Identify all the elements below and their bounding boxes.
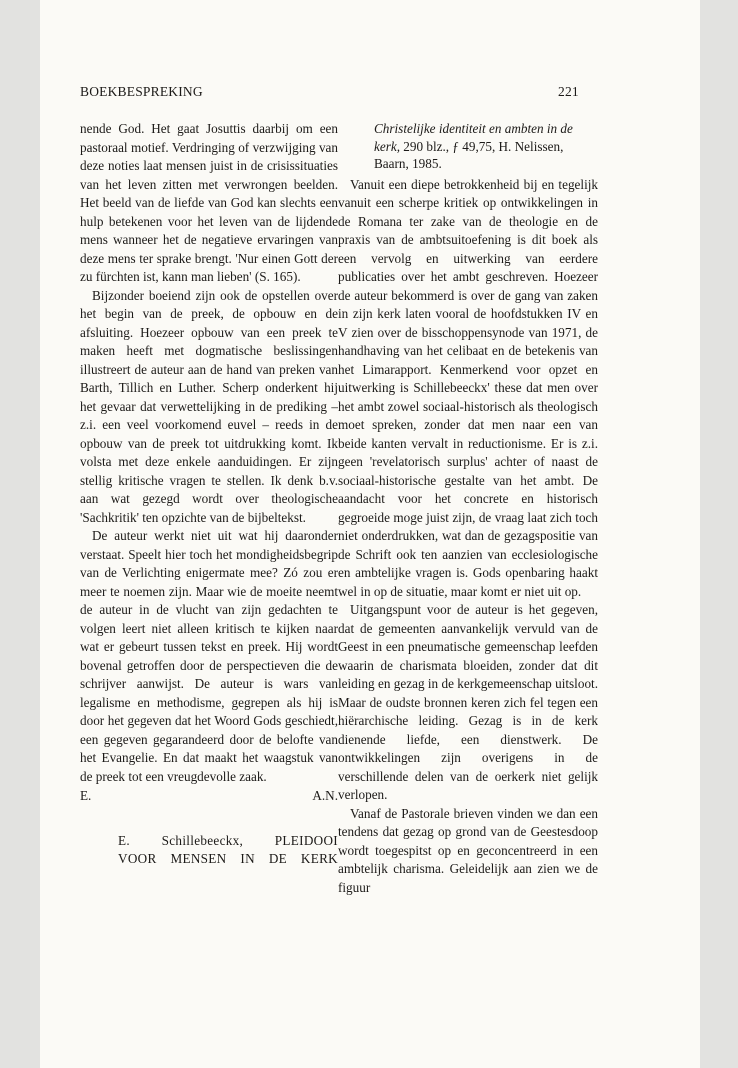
paragraph: Vanaf de Pastorale brieven vinden we dan een tendens dat gezag op grond van de Geestesdoop wordt toegespitst op en geconcentreerd in een ambtelijk charisma. Geleidelijk aan zien we de figuur [338, 805, 598, 895]
left-column [80, 120, 338, 869]
signature-line [80, 787, 338, 806]
running-header: BOEKBESPREKING [80, 84, 203, 99]
book-details: 290 blz., ƒ 49,75, H. Nelissen, Baarn, 1985. [374, 138, 564, 171]
review-heading-line: E. Schillebeeckx, PLEIDOOI [118, 832, 338, 848]
review-heading [80, 832, 338, 869]
paragraph: Uitgangspunt voor de auteur is het gegeven, dat de gemeenten aanvankelijk vervuld van de Geest in een pneumatische gemeenschap leefden waarin de charismata bloeiden, zonder dat dit leiding en gezag in de kerkgemeenschap uitsloot. Maar de oudste bronnen keren zich fel tegen een hiërarchische leiding. Gezag is in de kerk dienende liefde, een dienstwerk. De ontwikkelingen zijn overigens in de verschillende delen van de oerkerk niet gelijk verlopen. [338, 602, 598, 802]
signature-initial: E. [80, 788, 92, 803]
book-title: Christelijke identiteit en ambten in de kerk, [374, 121, 573, 154]
right-column [338, 120, 598, 897]
page-number: 221 [558, 84, 579, 99]
review-heading-line: VOOR MENSEN IN DE KERK [118, 851, 338, 866]
paragraph: Vanuit een diepe betrokkenheid bij en tegelijk vanuit een scherpe kritiek op ontwikkelingen in de Romana ter zake van de theologie en de praxis van de ambtsuitoefening is dit boek als een vervolg en uitwerking van eerdere publicaties over het ambt geschreven. Hoezeer de auteur bekommerd is over de gang van zaken in zijn kerk laten vooral de hoofdstukken IV en V zien over de bisschoppensynode van 1971, de handhaving van het celibaat en de betekenis van het Limarapport. Kenmerkend voor opzet en uitwerking is Schillebeeckx' these dat men over het ambt zowel sociaal-historisch als theologisch moet spreken, zonder dat men naar een van beide kanten vervalt in reductionisme. Er is z.i. geen 'revelatorisch surplus' achter of naast de sociaal-historische gestalte van het ambt. De aandacht voor het concrete en historisch gegroeide moge juist zijn, de vraag laat zich toch niet onderdrukken, wat dan de gezagspositie van de Schrift ook ten aanzien van ecclesiologische en ambtelijke vragen is. Gods openbaring haakt wel in op de situatie, maar komt er niet uit op. [338, 176, 598, 599]
paragraph: De auteur werkt niet uit wat hij daaronder verstaat. Speelt hier toch het mondigheidsbegrip van de Verlichting enigermate mee? Zó zou er meer te noemen zijn. Maar wie de moeite neemt de auteur in de vlucht van zijn gedachten te volgen leert niet alleen kritisch te kijken naar wat er gebeurt tussen tekst en preek. Hij wordt bovenal getroffen door de perspectieven die de schrijver aanwijst. De auteur is wars van legalisme en methodisme, gegrepen als hij is door het gegeven dat het Woord Gods geschiedt, een gegeven gegarandeerd door de belofte van het Evangelie. En dat maakt het waagstuk van de preek tot een vreugdevolle zaak. [80, 528, 338, 784]
paragraph: Bijzonder boeiend zijn ook de opstellen over het begin van de preek, de opbouw en de afsluiting. Hoezeer opbouw van een preek te maken heeft met dogmatische beslissingen illustreert de auteur aan de hand van preken van Barth, Tillich en Luther. Scherp onderkent hij het gevaar dat verwettelijking in de prediking – z.i. een veel voorkomend euvel – reeds in de opbouw van de preek tot uitdrukking komt. Ik volsta met deze enkele aanduidingen. Er zijn stellig kritische vragen te stellen. Ik denk b.v. aan wat gezegd wordt over theologische 'Sachkritik' ten opzichte van de bijbeltekst. [80, 287, 338, 525]
paragraph: nende God. Het gaat Josuttis daarbij om een pastoraal motief. Verdringing of verzwijging van deze noties laat mensen juist in de crisissituaties van het leven zitten met verwrongen beelden. Het beeld van de liefde van God kan slechts een hulp betekenen voor het leven van de lijdende mens wanneer het de negatieve ervaringen van deze mens ter sprake brengt. 'Nur einen Gott der zu fürchten ist, kann man lieben' (S. 165). [80, 121, 338, 284]
signature-author: A.N. [312, 788, 338, 803]
book-citation [338, 120, 598, 173]
